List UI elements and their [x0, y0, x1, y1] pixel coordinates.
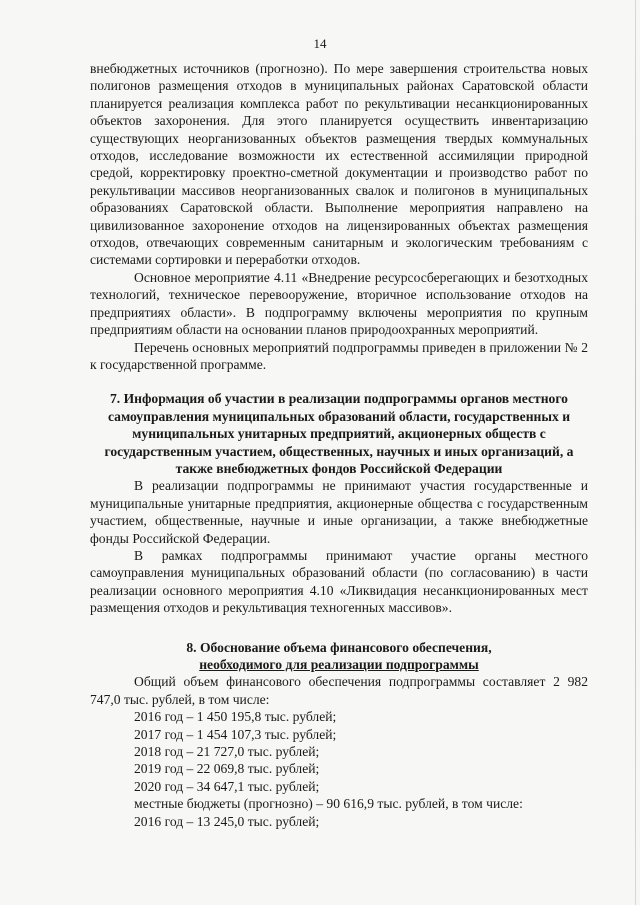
local-budgets-line: местные бюджеты (прогнозно) – 90 616,9 тыс. рублей, в том числе:	[134, 796, 523, 812]
paragraph: В рамках подпрограммы принимают участие органы местного самоуправления муниципальных образований области (по согласованию) в части реализации основного мероприятия 4.10 «Ликвидация несанкционированных мест размещения отходов и рекультивация техногенных массивов».	[90, 547, 588, 616]
paragraph: В реализации подпрограммы не принимают участия государственные и муниципальные унитарные предприятия, акционерные общества с государственным участием, общественные, научные и иные организации, а также внебюджетные фонды Российской Федерации.	[90, 478, 588, 546]
page-number: 14	[313, 36, 327, 51]
page-edge-shadow	[635, 0, 636, 905]
paragraph: Перечень основных мероприятий подпрограммы приведен в приложении № 2 к государственной программе.	[90, 339, 588, 372]
funding-year-item: 2018 год – 21 727,0 тыс. рублей;	[134, 744, 320, 760]
funding-intro: Общий объем финансового обеспечения подпрограммы составляет 2 982 747,0 тыс. рублей, в том числе:	[90, 674, 588, 707]
funding-year-item: 2017 год – 1 454 107,3 тыс. рублей;	[134, 726, 337, 742]
section-8-heading	[90, 639, 588, 674]
section-7-heading: 7. Информация об участии в реализации подпрограммы органов местного самоуправления муниципальных образований области, государственных и муниципальных унитарных предприятий, акционерных обществ с государственным участием, общественных, научных и иных организаций, а также внебюджетных фондов Российской Федерации	[104, 391, 574, 476]
local-funding-year-item: 2016 год – 13 245,0 тыс. рублей;	[134, 813, 320, 829]
funding-year-item: 2020 год – 34 647,1 тыс. рублей;	[134, 778, 320, 794]
paragraph: Основное мероприятие 4.11 «Внедрение ресурсосберегающих и безотходных технологий, техническое перевооружение, вторичное использование отходов на предприятиях области». В подпрограмму включены мероприятия по крупным предприятиям области на основании планов природоохранных мероприятий.	[90, 269, 588, 338]
paragraph: внебюджетных источников (прогнозно). По мере завершения строительства новых полигонов размещения отходов в муниципальных районах Саратовской области планируется реализация комплекса работ по рекультивации несанкционированных объектов захоронения. Для этого планируется осуществить инвентаризацию существующих неорганизованных объектов размещения твердых коммунальных отходов, исследование возможности их естественной ассимиляции природной средой, корректировку проектно-сметной документации и производство работ по рекультивации массивов неорганизованных свалок и полигонов в муниципальных образованиях Саратовской области. Выполнение мероприятия направлено на цивилизованное захоронение отходов на лицензированных объектах размещения отходов, отвечающих современным санитарным и экологическим требованиям с системами сортировки и переработки отходов.	[90, 61, 588, 268]
funding-year-item: 2019 год – 22 069,8 тыс. рублей;	[134, 761, 320, 777]
document-body	[90, 60, 588, 830]
funding-year-item: 2016 год – 1 450 195,8 тыс. рублей;	[134, 709, 337, 725]
section-8-heading-line2: необходимого для реализации подпрограммы	[199, 657, 479, 672]
section-8-heading-line1: 8. Обоснование объема финансового обеспечения,	[186, 639, 492, 655]
